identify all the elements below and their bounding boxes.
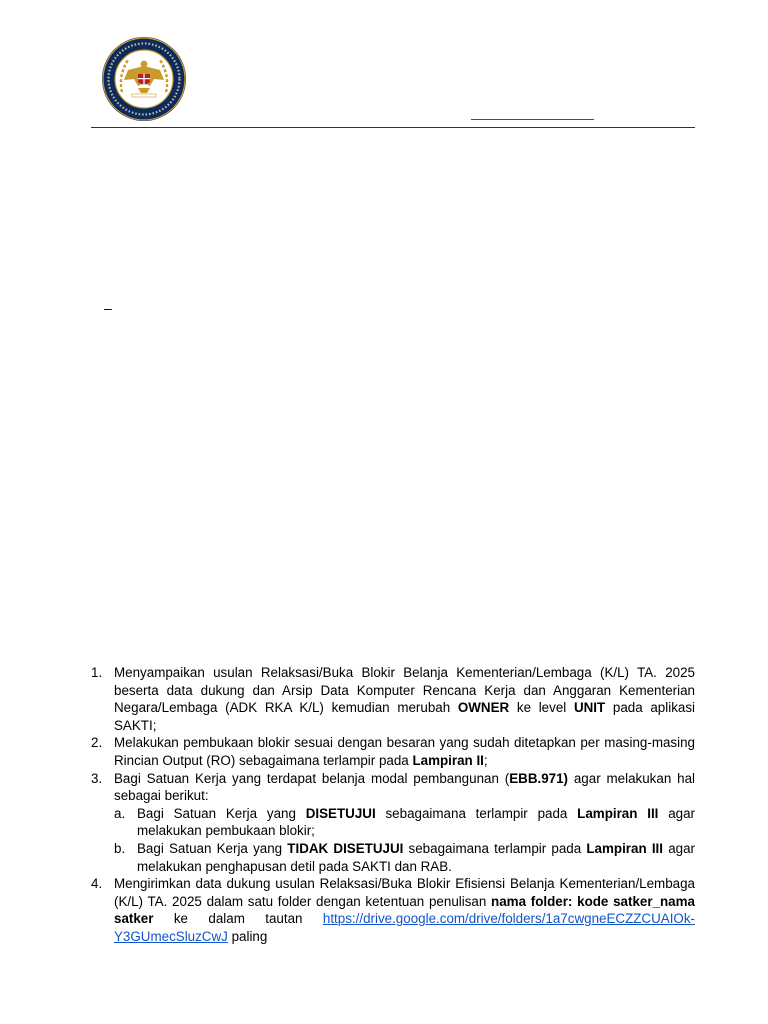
list-number: 1.: [91, 665, 103, 680]
list-number: 3.: [91, 770, 103, 786]
sub-item-letter: a.: [114, 805, 126, 821]
dash-mark: –: [104, 300, 112, 316]
list-item-2: [91, 734, 695, 769]
sub-item-a: [114, 805, 695, 840]
list-item-text: Bagi Satuan Kerja yang terdapat belanja modal pembangunan (EBB.971) agar melakukan hal sebagai berikut:: [114, 770, 695, 804]
instruction-list: [91, 664, 695, 946]
sub-item-text: Bagi Satuan Kerja yang DISETUJUI sebagaimana terlampir pada Lampiran III agar melakukan pembukaan blokir;: [137, 805, 695, 839]
ministry-logo-emblem: [98, 36, 190, 122]
list-item-text: Mengirimkan data dukung usulan Relaksasi/Buka Blokir Efisiensi Belanja Kementerian/Lembaga (K/L) TA. 2025 dalam satu folder dengan ketentuan penulisan nama folder: kode satker_nama satker ke dalam tautan https://drive.google.com/drive/folders/1a7cwgneECZZCUAIOk-Y3GUmecSluzCwJ paling: [114, 876, 695, 944]
header-divider: [91, 127, 695, 128]
list-item-1: [91, 664, 695, 734]
list-item-text: Melakukan pembukaan blokir sesuai dengan besaran yang sudah ditetapkan per masing-masing Rincian Output (RO) sebagaimana terlampir pada Lampiran II;: [114, 735, 695, 768]
header-link-underline[interactable]: [471, 119, 594, 120]
drive-folder-link[interactable]: https://drive.google.com/drive/folders/1a7cwgneECZZCUAIOk-Y3GUmecSluzCwJ: [114, 911, 695, 944]
sub-item-text: Bagi Satuan Kerja yang TIDAK DISETUJUI sebagaimana terlampir pada Lampiran III agar melakukan penghapusan detil pada SAKTI dan RAB.: [137, 840, 695, 874]
sub-item-b: [114, 840, 695, 875]
list-item-3: [91, 770, 695, 876]
sub-list: [114, 805, 695, 875]
list-number: 2.: [91, 735, 103, 751]
list-number: 4.: [91, 876, 103, 892]
list-item-text: Menyampaikan usulan Relaksasi/Buka Blokir Belanja Kementerian/Lembaga (K/L) TA. 2025 beserta data dukung dan Arsip Data Komputer Rencana Kerja dan Anggaran Kementerian Negara/Lembaga (ADK RKA K/L) kemudian merubah OWNER ke level UNIT pada aplikasi SAKTI;: [114, 665, 696, 733]
list-item-4: [91, 875, 695, 945]
sub-item-letter: b.: [114, 840, 126, 856]
